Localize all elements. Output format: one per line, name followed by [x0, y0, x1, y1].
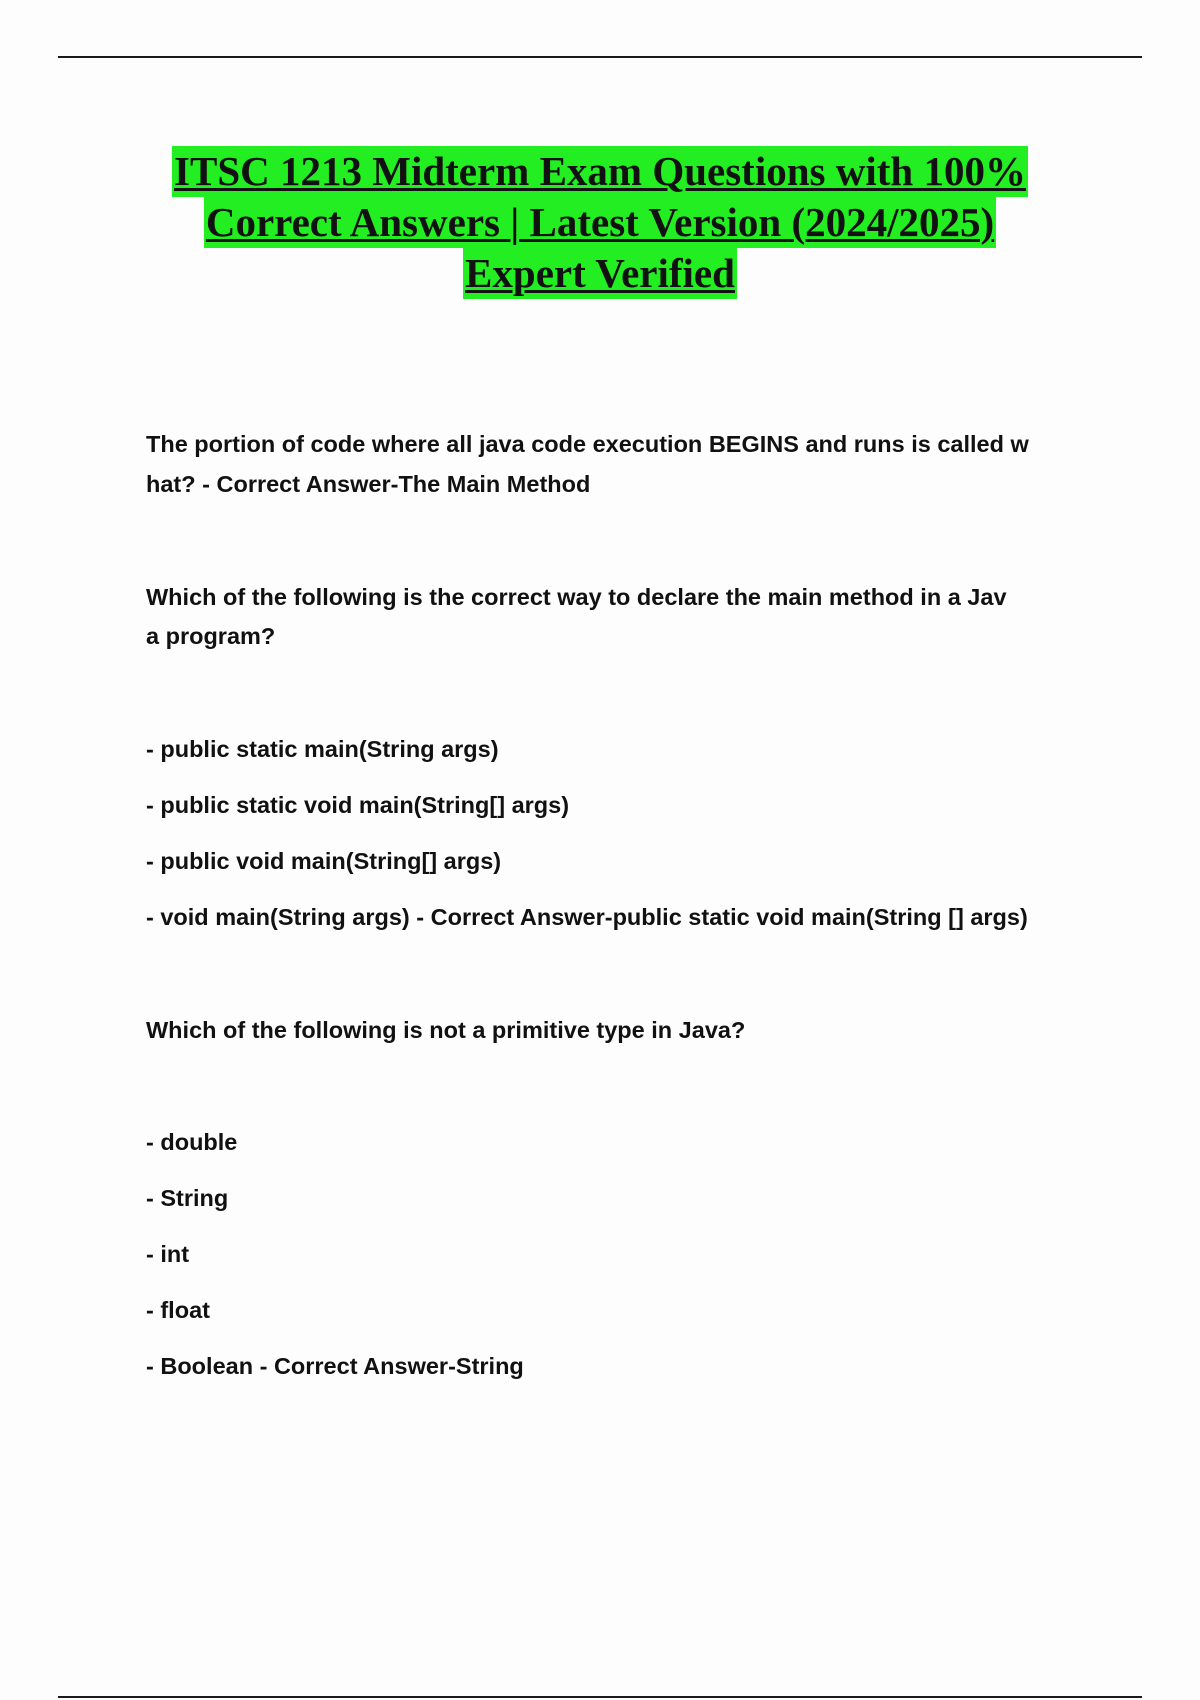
- q3-option-3: - int: [146, 1241, 190, 1267]
- q2-option-3: - public void main(String[] args): [146, 848, 502, 874]
- title-line-2: Correct Answers | Latest Version (2024/2025): [204, 197, 996, 248]
- title-line-3: Expert Verified: [463, 248, 737, 299]
- q2-option-4-answer: - void main(String args) - Correct Answer-public static void main(String [] args): [146, 904, 1028, 930]
- q3-option-5-answer: - Boolean - Correct Answer-String: [146, 1353, 524, 1379]
- q2-option-2: - public static void main(String[] args): [146, 792, 570, 818]
- bottom-rule: [58, 1696, 1142, 1698]
- document-title: [100, 146, 1100, 299]
- top-rule: [58, 56, 1142, 58]
- q3-option-1: - double: [146, 1129, 238, 1155]
- q1-question-line-2: hat? - Correct Answer-The Main Method: [146, 471, 591, 497]
- q2-option-1: - public static main(String args): [146, 736, 499, 762]
- q3-option-2: - String: [146, 1185, 229, 1211]
- q1-question-line-1: The portion of code where all java code execution BEGINS and runs is called w: [146, 431, 1029, 457]
- q3-question: Which of the following is not a primitive type in Java?: [146, 1017, 746, 1043]
- title-line-1: ITSC 1213 Midterm Exam Questions with 100%: [172, 146, 1028, 197]
- q2-question-line-1: Which of the following is the correct way to declare the main method in a Jav: [146, 584, 1007, 610]
- q3-option-4: - float: [146, 1297, 210, 1323]
- q2-question-line-2: a program?: [146, 623, 276, 649]
